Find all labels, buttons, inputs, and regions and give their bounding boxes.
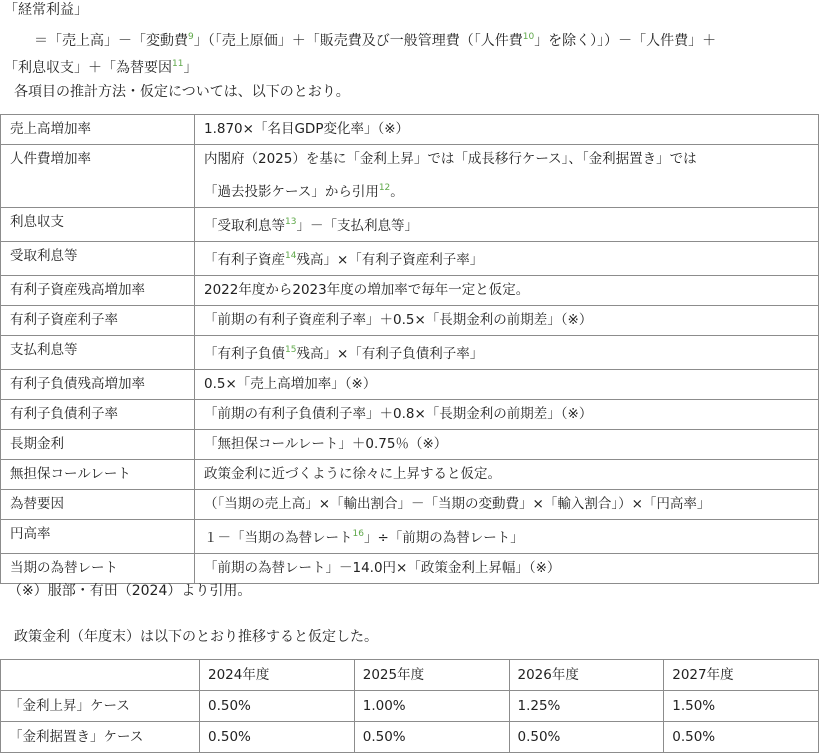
table-row	[1, 400, 819, 430]
item-name: 人件費増加率	[1, 145, 195, 208]
item-method: 政策金利に近づくように徐々に上昇すると仮定。	[195, 460, 819, 490]
method-text: 。	[390, 184, 404, 200]
method-text: 残高」×「有利子負債利子率」	[296, 346, 484, 362]
table-row	[1, 242, 819, 276]
column-header: 2025年度	[354, 660, 509, 691]
footnote-ref-13[interactable]: 13	[285, 217, 297, 227]
formula-text: 「利息収支」＋「為替要因	[4, 60, 172, 76]
table-cell: 0.50%	[664, 722, 819, 753]
row-label: 「金利上昇」ケース	[1, 691, 200, 722]
table-row	[1, 115, 819, 145]
item-name: 円高率	[1, 520, 195, 554]
table-row	[1, 276, 819, 306]
table-row	[1, 430, 819, 460]
item-method	[195, 520, 819, 554]
method-text: 「有利子資産	[204, 252, 285, 268]
footnote-ref-16[interactable]: 16	[352, 529, 364, 539]
method-text: 残高」×「有利子資産利子率」	[296, 252, 484, 268]
item-method: 「前期の有利子負債利子率」＋0.8×「長期金利の前期差」（※）	[195, 400, 819, 430]
formula-title: 「経常利益」	[4, 2, 88, 18]
formula-text: 」を除く）」）－「人件費」＋	[534, 33, 717, 49]
table-row	[1, 145, 819, 208]
item-name: 無担保コールレート	[1, 460, 195, 490]
policy-intro: 政策金利（年度末）は以下のとおり推移すると仮定した。	[14, 629, 378, 645]
assumptions-table	[0, 114, 819, 584]
table-header-row	[1, 660, 819, 691]
footnote-ref-9[interactable]: 9	[188, 32, 194, 42]
source-note: （※）服部・有田（2024）より引用。	[8, 583, 252, 599]
footnote-ref-14[interactable]: 14	[285, 251, 297, 261]
method-line-1: 内閣府（2025）を基に「金利上昇」では「成長移行ケース」、「金利据置き」では	[204, 151, 697, 167]
intro-text: 各項目の推計方法・仮定については、以下のとおり。	[14, 84, 350, 100]
table-cell: 1.00%	[354, 691, 509, 722]
item-method	[195, 208, 819, 242]
formula-line-2	[34, 27, 716, 51]
table-cell: 0.50%	[354, 722, 509, 753]
table-row	[1, 520, 819, 554]
footnote-ref-10[interactable]: 10	[522, 32, 535, 42]
method-text: 」÷「前期の為替レート」	[363, 530, 524, 546]
item-name: 有利子負債利子率	[1, 400, 195, 430]
table-cell: 0.50%	[200, 722, 355, 753]
table-row	[1, 306, 819, 336]
item-method: 2022年度から2023年度の増加率で毎年一定と仮定。	[195, 276, 819, 306]
row-label: 「金利据置き」ケース	[1, 722, 200, 753]
item-name: 利息収支	[1, 208, 195, 242]
table-row	[1, 691, 819, 722]
method-text: 」－「支払利息等」	[296, 218, 418, 234]
column-header: 2027年度	[664, 660, 819, 691]
footnote-ref-12[interactable]: 12	[378, 183, 391, 193]
table-row	[1, 722, 819, 753]
table-cell: 0.50%	[509, 722, 664, 753]
footnote-ref-15[interactable]: 15	[285, 345, 297, 355]
item-name: 当期の為替レート	[1, 554, 195, 584]
column-header	[1, 660, 200, 691]
formula-text: ＝「売上高」－「変動費	[34, 33, 188, 49]
item-name: 売上高増加率	[1, 115, 195, 145]
item-method: 「前期の有利子資産利子率」＋0.5×「長期金利の前期差」（※）	[195, 306, 819, 336]
table-cell: 1.50%	[664, 691, 819, 722]
item-name: 有利子資産利子率	[1, 306, 195, 336]
table-row	[1, 370, 819, 400]
method-text: 「過去投影ケース」から引用	[204, 184, 379, 200]
footnote-ref-11[interactable]: 11	[172, 59, 184, 69]
item-method: 「無担保コールレート」＋0.75％（※）	[195, 430, 819, 460]
formula-text: 」（「売上原価」＋「販売費及び一般管理費（「人件費	[193, 33, 523, 49]
table-row	[1, 554, 819, 584]
table-cell: 0.50%	[200, 691, 355, 722]
item-name: 受取利息等	[1, 242, 195, 276]
table-row	[1, 490, 819, 520]
column-header: 2026年度	[509, 660, 664, 691]
item-method	[195, 242, 819, 276]
method-line-2	[204, 174, 811, 207]
item-method: 「前期の為替レート」－14.0円×「政策金利上昇幅」（※）	[195, 554, 819, 584]
formula-text: 」	[183, 60, 198, 76]
method-text: １－「当期の為替レート	[204, 530, 353, 546]
item-method: 1.870×「名目GDP変化率」（※）	[195, 115, 819, 145]
policy-rate-table	[0, 659, 819, 753]
table-row	[1, 460, 819, 490]
table-cell: 1.25%	[509, 691, 664, 722]
item-name: 有利子負債残高増加率	[1, 370, 195, 400]
item-method: 0.5×「売上高増加率」（※）	[195, 370, 819, 400]
item-name: 有利子資産残高増加率	[1, 276, 195, 306]
item-name: 支払利息等	[1, 336, 195, 370]
column-header: 2024年度	[200, 660, 355, 691]
item-method: （「当期の売上高」×「輸出割合」－「当期の変動費」×「輸入割合」）×「円高率」	[195, 490, 819, 520]
item-name: 長期金利	[1, 430, 195, 460]
table-row	[1, 336, 819, 370]
formula-line-3	[4, 54, 197, 78]
item-method	[195, 145, 819, 208]
method-text: 「受取利息等	[204, 218, 285, 234]
item-name: 為替要因	[1, 490, 195, 520]
item-method	[195, 336, 819, 370]
table-row	[1, 208, 819, 242]
method-text: 「有利子負債	[204, 346, 285, 362]
